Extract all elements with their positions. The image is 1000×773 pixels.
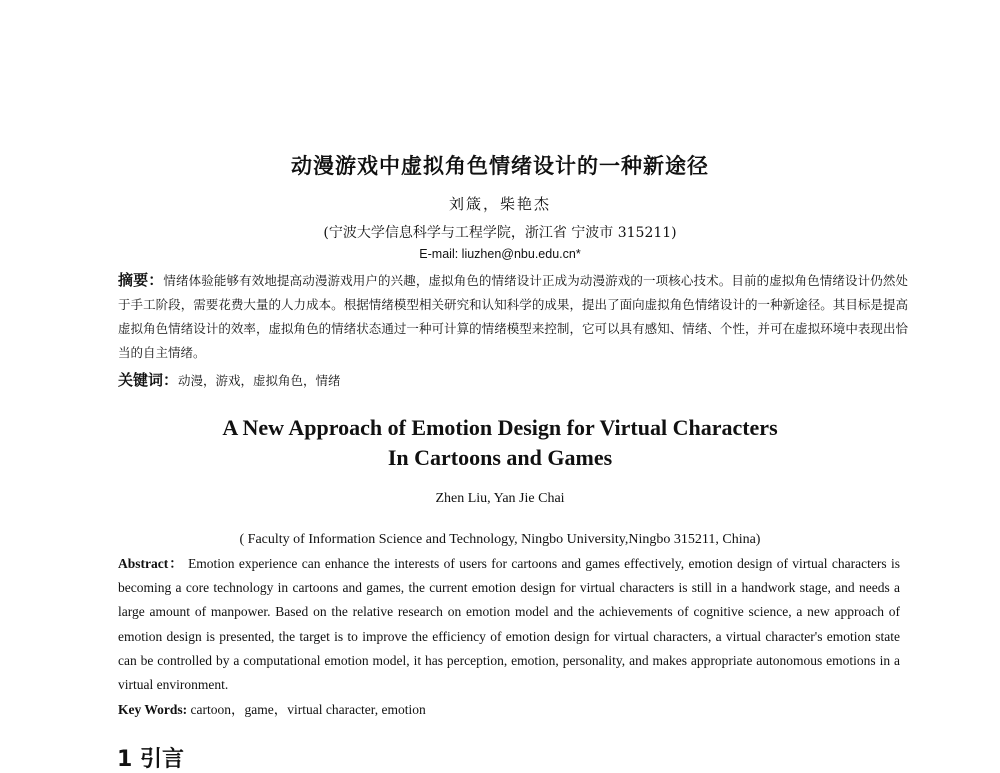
english-title [0, 413, 1000, 473]
chinese-affiliation: (宁波大学信息科学与工程学院，浙江省 宁波市 315211) [323, 225, 677, 241]
chinese-abstract-text: 情绪体验能够有效地提高动漫游戏用户的兴趣，虚拟角色的情绪设计正成为动漫游戏的一项核心技术。目前的虚拟角色情绪设计仍然处于手工阶段，需要花费大量的人力成本。根据情绪模型相关研究和认知科学的成果，提出了面向虚拟角色情绪设计的一种新途径。其目标是提高虚拟角色情绪设计的效率，虚拟角色的情绪状态通过一种可计算的情绪模型来控制，它可以具有感知、情绪、个性，并可在虚拟环境中表现出恰当的自主情绪。 [118, 273, 908, 360]
chinese-keywords [118, 368, 908, 393]
chinese-abstract-label: 摘要： [118, 271, 164, 289]
english-affiliation: ( Faculty of Information Science and Technology, Ningbo University,Ningbo 315211, China) [239, 532, 761, 547]
author-email: E-mail: liuzhen@nbu.edu.cn* [419, 247, 581, 261]
english-keywords [118, 698, 900, 718]
section-heading: 1 引言 [117, 747, 184, 772]
chinese-abstract [118, 268, 908, 365]
chinese-title: 动漫游戏中虚拟角色情绪设计的一种新途径 [291, 154, 709, 178]
chinese-keywords-label: 关键词： [118, 371, 179, 389]
english-title-line-2: In Cartoons and Games [387, 445, 613, 470]
english-keywords-text: cartoon，game，virtual character, emotion [190, 702, 426, 717]
chinese-authors: 刘箴，柴艳杰 [448, 195, 551, 213]
english-abstract-label: Abstract： [118, 556, 184, 571]
english-abstract-text: Emotion experience can enhance the interests of users for cartoons and games effectively, emotion design of virtual characters is becoming a core technology in cartoons and games, the current emotion design for virtual characters is still in a handwork stage, and needs a large amount of manpower. Based on the relative research on emotion model and the achievements of cognitive science, a new approach of emotion design is presented, the target is to improve the efficiency of emotion design for virtual characters, a virtual character's emotion state can be controlled by a computational emotion model, it has perception, emotion, personality, and makes appropriate autonomous emotions in a virtual environment. [118, 556, 900, 693]
english-keywords-label: Key Words: [118, 702, 188, 717]
chinese-keywords-text: 动漫，游戏，虚拟角色，情绪 [178, 373, 341, 388]
english-title-line-1: A New Approach of Emotion Design for Virtual Characters [222, 415, 778, 440]
english-authors: Zhen Liu, Yan Jie Chai [435, 491, 565, 506]
english-abstract [118, 552, 900, 697]
